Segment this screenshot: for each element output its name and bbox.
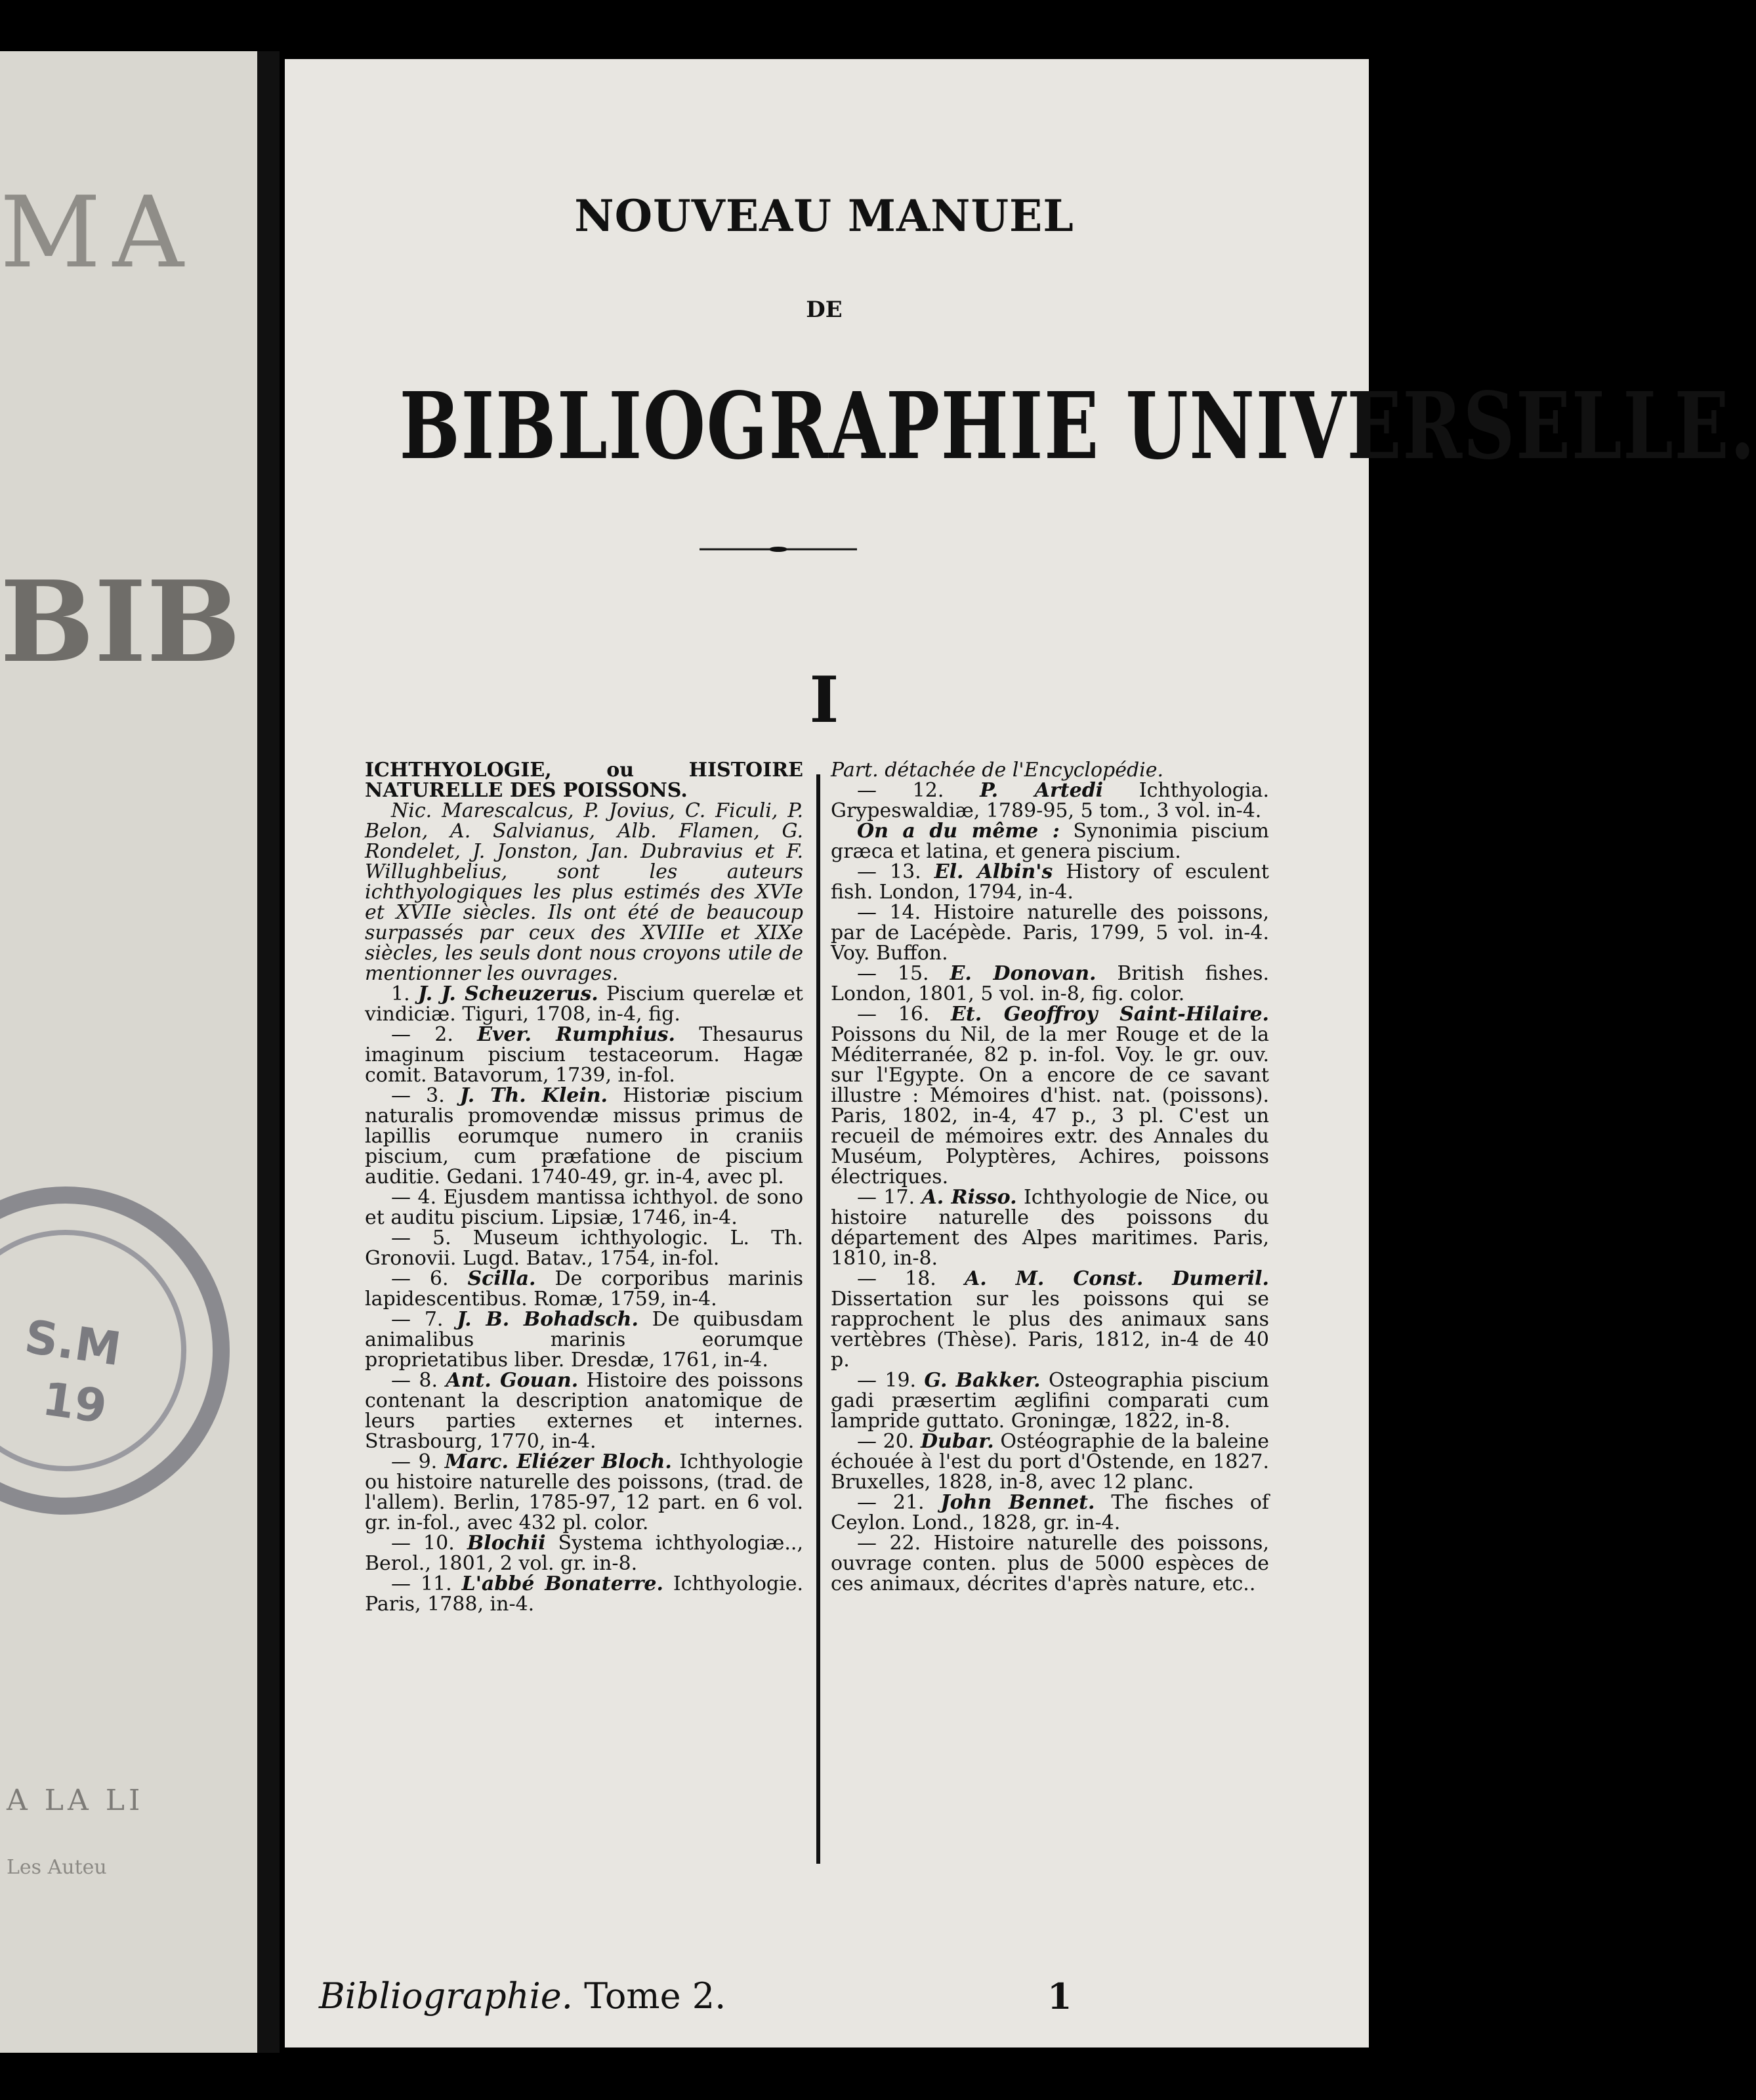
entry-author: Marc. Eliézer Bloch. — [444, 1450, 672, 1473]
bibliography-entry — [831, 821, 1269, 862]
entry-number: — 9. — [391, 1450, 438, 1473]
ghost-text-bib: BIB — [0, 556, 241, 688]
entry-text: Ostéographie de la baleine échouée à l'est du port d'Ostende, en 1827. Bruxelles, 1828, in-8, avec 12 planc. — [831, 1430, 1270, 1494]
entry-number: — 7. — [391, 1308, 444, 1331]
entry-author: A. Risso. — [921, 1186, 1017, 1209]
bibliography-entry — [831, 760, 1269, 780]
entry-number: — 6. — [391, 1267, 449, 1290]
entry-text: The fisches of Ceylon. Lond., 1828, gr. in-4. — [831, 1491, 1269, 1534]
page-title: NOUVEAU MANUEL — [574, 190, 1074, 242]
title-connector: DE — [806, 297, 843, 323]
entry-number: — 22. — [857, 1532, 921, 1555]
entry-text: Ichthyologia. Grypeswaldiæ, 1789-95, 5 tom., 3 vol. in-4. — [831, 779, 1269, 822]
ghost-text-ma: MA — [0, 176, 196, 290]
bibliography-entry — [831, 963, 1269, 1004]
entry-number: — 5. — [391, 1227, 451, 1250]
entry-text: Piscium querelæ et vindiciæ. Tiguri, 1708, in-4, fig. — [365, 982, 803, 1026]
entry-text: Histoire naturelle des poissons, par de Lacépède. Paris, 1799, 5 vol. in-4. Voy. Buffon. — [831, 901, 1269, 965]
entry-number: — 11. — [391, 1572, 452, 1595]
entry-number: — 21. — [857, 1491, 925, 1514]
entry-continuation: Part. détachée de l'Encyclopédie. — [831, 759, 1164, 782]
signature-tome: Tome 2. — [584, 1975, 726, 2017]
bibliography-entry — [365, 1085, 803, 1187]
document-page — [280, 59, 1756, 2048]
entry-author: E. Donovan. — [950, 962, 1097, 985]
bibliography-entry — [365, 1309, 803, 1370]
entry-number: — 4. — [391, 1186, 437, 1209]
entry-author: Ever. Rumphius. — [477, 1023, 675, 1046]
bibliography-entry — [831, 1269, 1269, 1370]
entry-author: Dubar. — [921, 1430, 994, 1453]
entry-text: Ichthyologie ou histoire naturelle des poissons, (trad. de l'allem). Berlin, 1785-97, 12 part. en 6 vol. gr. in-fol., avec 432 pl. color. — [365, 1450, 803, 1534]
printer-signature — [319, 1975, 726, 2017]
entry-text: History of esculent fish. London, 1794, in-4. — [831, 860, 1269, 904]
entry-number: — 20. — [857, 1430, 915, 1453]
entry-number: — 13. — [857, 860, 921, 883]
entry-number: — 8. — [391, 1369, 438, 1392]
entry-number: — 10. — [391, 1532, 455, 1555]
entry-text: Osteographia piscium gadi præsertim æglifini comparati cum lampride guttato. Groningæ, 1822, in-8. — [831, 1369, 1270, 1433]
entry-author: John Bennet. — [940, 1491, 1095, 1514]
bibliography-entry — [365, 1370, 803, 1452]
bibliography-entry — [831, 1370, 1269, 1431]
entry-author: Scilla. — [467, 1267, 536, 1290]
bibliography-entry — [831, 862, 1269, 902]
entry-author: J. B. Bohadsch. — [457, 1308, 638, 1331]
bibliography-entry — [831, 902, 1269, 963]
entry-author: G. Bakker. — [924, 1369, 1041, 1392]
signature-number: 1 — [1047, 1975, 1072, 2017]
bibliography-entry — [831, 1492, 1269, 1533]
entry-author: Ant. Gouan. — [446, 1369, 579, 1392]
section-number: I — [809, 663, 839, 737]
entry-text: Histoire des poissons contenant la description anatomique de leurs parties externes et internes. Strasbourg, 1770, in-4. — [365, 1369, 803, 1453]
entry-number: — 12. — [857, 779, 944, 802]
entry-author: On a du même : — [857, 820, 1060, 843]
entry-text: De quibusdam animalibus marinis eorumque proprietatibus liber. Dresdæ, 1761, in-4. — [365, 1308, 803, 1372]
ghost-text-authors: Les Auteu — [7, 1856, 107, 1879]
entry-text: Histoire naturelle des poissons, ouvrage conten. plus de 5000 espèces de ces animaux, décrites d'après nature, etc.. — [831, 1532, 1269, 1595]
column-divider — [816, 774, 820, 1864]
left-column — [365, 760, 803, 1869]
entry-number: — 19. — [857, 1369, 917, 1392]
bibliography-entry — [831, 1533, 1269, 1594]
page-left-border — [280, 59, 285, 2048]
entry-number: — 3. — [391, 1084, 445, 1107]
intro-paragraph: Nic. Marescalcus, P. Jovius, C. Ficuli, P. Belon, A. Salvianus, Alb. Flamen, G. Rondelet, J. Jonston, Jan. Dubravius et F. Willughbelius, sont les auteurs ichthyologiques les plus estimés des XVIe et XVIIe siècles. Ils ont été de beaucoup surpassés par ceux des XVIIIe et XIXe siècles, les seuls dont nous croyons utile de mentionner les ouvrages. — [365, 799, 803, 985]
bibliography-entry — [365, 760, 803, 801]
entry-text: Ichthyologie de Nice, ou histoire naturelle des poissons du département des Alpes maritimes. Paris, 1810, in-8. — [831, 1186, 1269, 1270]
bibliography-entry — [365, 1533, 803, 1574]
entry-text: Poissons du Nil, de la mer Rouge et de la Méditerranée, 82 p. in-fol. Voy. le gr. ouv. sur l'Egypte. On a encore de ce savant illustre : Mémoires d'hist. nat. (poissons). Paris, 1802, in-4, 47 p., 3 pl. C'est un recueil de mémoires extr. des Annales du Muséum, Polyptères, Achires, poissons électriques. — [831, 1023, 1269, 1188]
right-column — [831, 760, 1269, 1869]
entry-text: Ejusdem mantissa ichthyol. de sono et auditu piscium. Lipsiæ, 1746, in-4. — [365, 1186, 804, 1229]
bibliography-entry — [365, 1024, 803, 1085]
entry-author: Blochii — [467, 1532, 546, 1555]
bibliography-entry — [831, 1187, 1269, 1269]
bibliography-entry — [365, 1187, 803, 1228]
entry-text: British fishes. London, 1801, 5 vol. in-8, fig. color. — [831, 962, 1269, 1005]
library-stamp — [0, 1166, 251, 1536]
page-gutter — [257, 51, 280, 2053]
bibliography-entry — [365, 1269, 803, 1309]
bibliography-entry — [365, 801, 803, 984]
bibliography-entry — [365, 1574, 803, 1614]
entry-author: A. M. Const. Dumeril. — [964, 1267, 1269, 1290]
previous-page-strip — [0, 51, 257, 2053]
entry-author: El. Albin's — [934, 860, 1053, 883]
ornament-rule-icon — [700, 546, 857, 553]
bibliography-entry — [365, 1228, 803, 1269]
bibliography-entry — [365, 984, 803, 1024]
entry-number: — 14. — [857, 901, 921, 924]
entry-heading: ICHTHYOLOGIE, ou HISTOIRE NATURELLE DES POISSONS. — [365, 759, 803, 802]
entry-number: — 16. — [857, 1003, 930, 1026]
entry-author: L'abbé Bonaterre. — [461, 1572, 663, 1595]
entry-text: Synonimia piscium græca et latina, et genera piscium. — [831, 820, 1269, 863]
entry-number: — 17. — [857, 1186, 915, 1209]
entry-text: Historiæ piscium naturalis promovendæ missus primus de lapillis eorumque numero in craniis piscium, cum præfatione de piscium auditie. Gedani. 1740-49, gr. in-4, avec pl. — [365, 1084, 803, 1188]
bibliography-entry — [365, 1452, 803, 1533]
main-title: BIBLIOGRAPHIE UNIVERSELLE. — [399, 373, 1756, 480]
entry-number: — 2. — [391, 1023, 453, 1046]
library-stamp-number: 19 — [39, 1372, 110, 1435]
entry-number: 1. — [391, 982, 410, 1005]
entry-number: — 18. — [857, 1267, 936, 1290]
entry-number: — 15. — [857, 962, 929, 985]
entry-text: Ichthyologie. Paris, 1788, in-4. — [365, 1572, 803, 1616]
entry-author: J. Th. Klein. — [459, 1084, 608, 1107]
bibliography-entry — [831, 1431, 1269, 1492]
bibliography-entry — [831, 780, 1269, 821]
entry-text: Dissertation sur les poissons qui se rapprochent le plus des animaux sans vertèbres (Thèse). Paris, 1812, in-4 de 40 p. — [831, 1288, 1269, 1372]
signature-label: Bibliographie. — [319, 1975, 573, 2017]
entry-author: J. J. Scheuzerus. — [417, 982, 598, 1005]
ghost-text-publisher: A LA LI — [7, 1784, 144, 1817]
entry-author: P. Artedi — [980, 779, 1104, 802]
entry-text: Systema ichthyologiæ.., Berol., 1801, 2 vol. gr. in-8. — [365, 1532, 803, 1575]
entry-text: Museum ichthyologic. L. Th. Gronovii. Lugd. Batav., 1754, in-fol. — [365, 1227, 803, 1270]
entry-text: De corporibus marinis lapidescentibus. Romæ, 1759, in-4. — [365, 1267, 803, 1311]
bibliography-entry — [831, 1004, 1269, 1187]
entry-author: Et. Geoffroy Saint-Hilaire. — [951, 1003, 1269, 1026]
library-stamp-text: S.M — [21, 1309, 125, 1377]
entry-text: Thesaurus imaginum piscium testaceorum. Hagæ comit. Batavorum, 1739, in-fol. — [365, 1023, 803, 1087]
